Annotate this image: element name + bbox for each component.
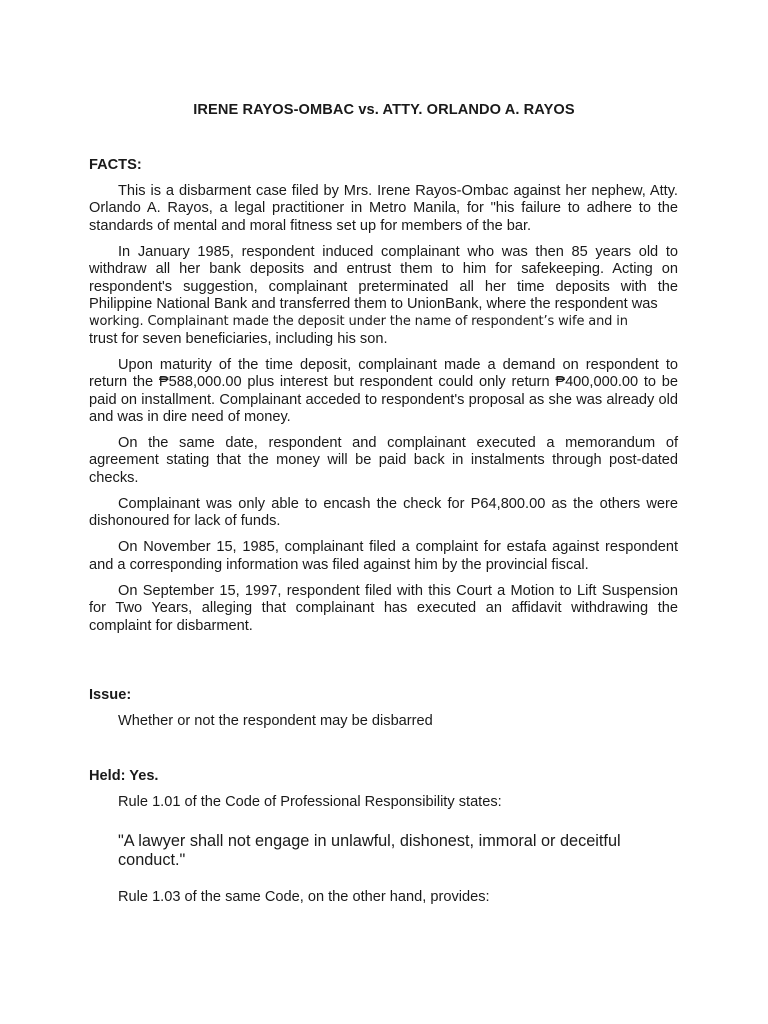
facts-paragraph-3: Upon maturity of the time deposit, complainant made a demand on respondent to return the ₱588,000.00 plus interest but respondent could only return ₱400,000.00 to be paid on installment. Complainant acceded to respondent's proposal as she was already old and was in dire need of money.	[89, 356, 678, 426]
facts-paragraph-5: Complainant was only able to encash the check for P64,800.00 as the others were dishonoured for lack of funds.	[89, 495, 678, 530]
held-heading: Held: Yes.	[89, 768, 159, 784]
facts-paragraph-2: In January 1985, respondent induced complainant who was then 85 years old to withdraw all her bank deposits and entrust them to him for safekeeping. Acting on respondent's suggestion, complainant preterminated all her time deposits with the Philippine National Bank and transferred them to UnionBank, where the respondent was	[89, 243, 678, 313]
facts-body	[89, 183, 678, 644]
facts-heading: FACTS:	[89, 157, 142, 173]
rule-101-quote: "A lawyer shall not engage in unlawful, dishonest, immoral or deceitful conduct."	[118, 832, 621, 869]
facts-paragraph-2-end: trust for seven beneficiaries, including his son.	[89, 330, 388, 347]
rule-103-intro: Rule 1.03 of the same Code, on the other hand, provides:	[118, 889, 490, 905]
facts-paragraph-6: On November 15, 1985, complainant filed a complaint for estafa against respondent and a corresponding information was filed against him by the provincial fiscal.	[89, 539, 678, 573]
rule-101-intro: Rule 1.01 of the Code of Professional Responsibility states:	[118, 794, 502, 810]
issue-heading: Issue:	[89, 687, 132, 703]
facts-paragraph-1: This is a disbarment case filed by Mrs. Irene Rayos-Ombac against her nephew, Atty. Orlando A. Rayos, a legal practitioner in Metro Manila, for "his failure to adhere to the standards of mental and moral fitness set up for members of the bar.	[89, 183, 678, 234]
issue-text: Whether or not the respondent may be disbarred	[118, 713, 433, 729]
case-title: IRENE RAYOS-OMBAC vs. ATTY. ORLANDO A. RAYOS	[193, 102, 575, 118]
facts-paragraph-2-line: working. Complainant made the deposit under the name of respondent’s wife and in	[89, 314, 628, 330]
facts-paragraph-7: On September 15, 1997, respondent filed with this Court a Motion to Lift Suspension for Two Years, alleging that complainant has executed an affidavit withdrawing the complaint for disbarment.	[89, 582, 678, 634]
facts-paragraph-4: On the same date, respondent and complainant executed a memorandum of agreement stating that the money will be paid back in instalments through post-dated checks.	[89, 435, 678, 486]
